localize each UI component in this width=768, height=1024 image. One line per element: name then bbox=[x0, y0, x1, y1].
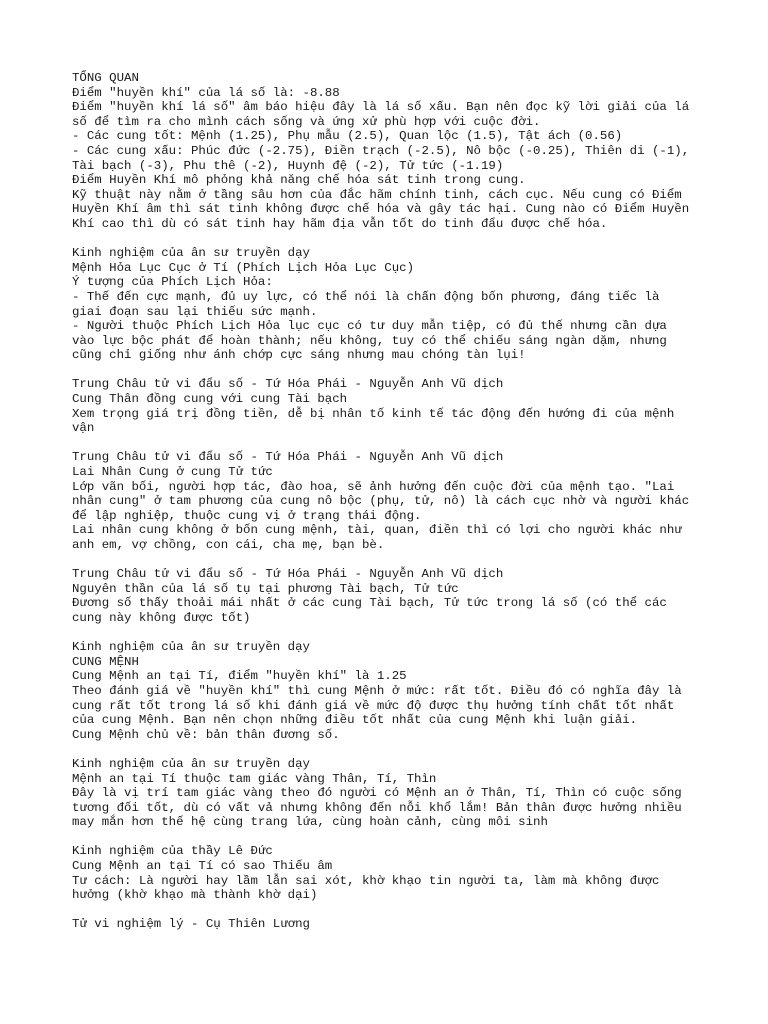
text-line: Điểm Huyền Khí mô phỏng khả năng chế hóa sát tinh trong cung. bbox=[72, 173, 526, 188]
section-heading-line: Trung Châu tử vi đẩu số - Tứ Hóa Phái - Nguyễn Anh Vũ dịch bbox=[72, 377, 504, 392]
text-section bbox=[72, 567, 712, 625]
text-line: Điểm "huyền khí" của lá số là: -8.88 bbox=[72, 85, 340, 100]
text-section bbox=[72, 377, 712, 435]
section-heading-line: Trung Châu tử vi đẩu số - Tứ Hóa Phái - Nguyễn Anh Vũ dịch bbox=[72, 567, 504, 582]
section-heading-line: Kinh nghiệm của ân sư truyền dạy bbox=[72, 640, 310, 655]
text-line: - Người thuộc Phích Lịch Hỏa lục cục có tư duy mẫn tiệp, có đủ thế nhưng cần dựa bbox=[72, 319, 667, 334]
text-line: Cung Thân đồng cung với cung Tài bạch bbox=[72, 392, 348, 407]
text-line: giai đoạn sau lại thiếu sức mạnh. bbox=[72, 304, 318, 319]
text-line: nhân cung" ở tam phương của cung nô bộc (phụ, tử, nô) là cách cục nhờ và người khác bbox=[72, 494, 690, 509]
text-section bbox=[72, 917, 712, 932]
text-line: Cung Mệnh chủ về: bản thân đương số. bbox=[72, 727, 340, 742]
text-section bbox=[72, 844, 712, 902]
text-line: Đương số thấy thoải mái nhất ở các cung Tài bạch, Tử tức trong lá số (có thể các bbox=[72, 596, 667, 611]
text-line: - Thế đến cực mạnh, đủ uy lực, có thể nói là chấn động bốn phương, đáng tiếc là bbox=[72, 289, 660, 304]
text-line: để lập nghiệp, thuộc cung vị ở trạng thái động. bbox=[72, 508, 422, 523]
text-line: cung này không được tốt) bbox=[72, 610, 251, 625]
text-section bbox=[72, 246, 712, 363]
text-line: - Các cung xấu: Phúc đức (-2.75), Điền trạch (-2.5), Nô bộc (-0.25), Thiên di (-1), bbox=[72, 143, 690, 158]
text-line: vận bbox=[72, 421, 95, 436]
text-line: Nguyên thần của lá số tụ tại phương Tài bạch, Tử tức bbox=[72, 581, 459, 596]
text-line: cung rất tốt trong lá số khi đánh giá về mức độ được thụ hưởng tính chất tốt nhất bbox=[72, 698, 675, 713]
text-line: Mệnh an tại Tí thuộc tam giác vàng Thân, Tí, Thìn bbox=[72, 771, 437, 786]
text-line: hưởng (khờ khạo mà thành khờ dại) bbox=[72, 888, 318, 903]
text-line: CUNG MỆNH bbox=[72, 654, 139, 669]
text-line: số để tìm ra cho mình cách sống và ứng xử phù hợp với cuộc đời. bbox=[72, 114, 541, 129]
text-line: Xem trọng giá trị đồng tiền, dễ bị nhân tố kinh tế tác động đến hướng đi của mệnh bbox=[72, 406, 675, 421]
text-line: cũng chỉ giống như ánh chớp cực sáng nhưng mau chóng tàn lụi! bbox=[72, 348, 526, 363]
text-section bbox=[72, 450, 712, 552]
section-heading-line: Tử vi nghiệm lý - Cụ Thiên Lương bbox=[72, 917, 310, 932]
text-line: tương đối tốt, dù có vất vả nhưng không đến nỗi khổ lắm! Bản thân được hưởng nhiều bbox=[72, 800, 682, 815]
text-line: Cung Mệnh an tại Tí có sao Thiếu âm bbox=[72, 859, 333, 874]
section-heading-line: Kinh nghiệm của ân sư truyền dạy bbox=[72, 246, 310, 261]
section-heading-line: Kinh nghiệm của ân sư truyền dạy bbox=[72, 756, 310, 771]
text-line: Cung Mệnh an tại Tí, điểm "huyền khí" là 1.25 bbox=[72, 669, 407, 684]
text-line: Mệnh Hỏa Lục Cục ở Tí (Phích Lịch Hỏa Lục Cục) bbox=[72, 260, 415, 275]
document-page bbox=[72, 71, 712, 947]
text-line: Điểm "huyền khí lá số" âm báo hiệu đây là lá số xấu. Bạn nên đọc kỹ lời giải của lá bbox=[72, 100, 690, 115]
text-line: Lai nhân cung không ở bốn cung mệnh, tài, quan, điền thì có lợi cho người khác như bbox=[72, 523, 682, 538]
text-line: Khí cao thì dù có sát tinh hay hãm địa vẫn tốt do tinh đẩu được chế hóa. bbox=[72, 216, 608, 231]
text-line: Huyền Khí âm thì sát tinh không được chế hóa và gây tác hại. Cung nào có Điểm Huyền bbox=[72, 202, 690, 217]
section-heading-line: Kinh nghiệm của thầy Lê Đức bbox=[72, 844, 273, 859]
text-section bbox=[72, 640, 712, 742]
text-line: anh em, vợ chồng, con cái, cha mẹ, bạn bè. bbox=[72, 538, 385, 552]
text-line: may mắn hơn thế hệ cùng trang lứa, cùng hoàn cảnh, cùng môi sinh bbox=[72, 815, 548, 830]
text-line: Đây là vị trí tam giác vàng theo đó người có Mệnh an ở Thân, Tí, Thìn có cuộc sống bbox=[72, 786, 682, 801]
text-section bbox=[72, 71, 712, 232]
text-line: của cung Mệnh. Bạn nên chọn những điều tốt nhất của cung Mệnh khi luận giải. bbox=[72, 713, 638, 728]
section-heading-line: Trung Châu tử vi đẩu số - Tứ Hóa Phái - Nguyễn Anh Vũ dịch bbox=[72, 450, 504, 465]
text-line: Lai Nhân Cung ở cung Tử tức bbox=[72, 465, 273, 480]
text-section bbox=[72, 757, 712, 830]
section-heading-line: TỔNG QUAN bbox=[72, 71, 139, 85]
text-line: Kỹ thuật này nằm ở tầng sâu hơn của đắc hãm chính tinh, cách cục. Nếu cung có Điểm bbox=[72, 187, 682, 202]
text-line: Theo đánh giá về "huyền khí" thì cung Mệnh ở mức: rất tốt. Điều đó có nghĩa đây là bbox=[72, 683, 682, 698]
text-line: Tư cách: Là người hay lầm lẫn sai xót, khờ khạo tin người ta, làm mà không được bbox=[72, 873, 660, 888]
text-line: Lớp vãn bối, người hợp tác, đào hoa, sẽ ảnh hưởng đến cuộc đời của mệnh tạo. "Lai bbox=[72, 479, 675, 494]
text-line: - Các cung tốt: Mệnh (1.25), Phụ mẫu (2.5), Quan lộc (1.5), Tật ách (0.56) bbox=[72, 129, 623, 144]
text-line: Ý tượng của Phích Lịch Hỏa: bbox=[72, 275, 273, 290]
text-line: Tài bạch (-3), Phu thê (-2), Huynh đệ (-2), Tử tức (-1.19) bbox=[72, 158, 504, 173]
text-line: vào lực bộc phát để hoàn thành; nếu không, tuy có thể chiếu sáng ngàn dặm, nhưng bbox=[72, 333, 667, 348]
